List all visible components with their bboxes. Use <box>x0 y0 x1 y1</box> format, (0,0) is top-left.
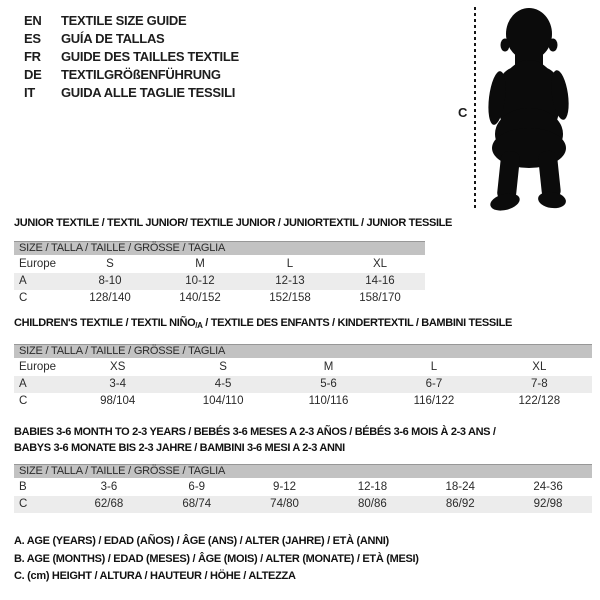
height-cell: 116/122 <box>413 395 455 407</box>
language-row-fr <box>24 48 239 66</box>
age-cell: 18-24 <box>445 481 475 493</box>
size-header-bar: SIZE / TALLA / TAILLE / GRÖSSE / TAGLIA <box>14 241 425 255</box>
heading-text: CHILDREN'S TEXTILE / TEXTIL NIÑO <box>14 317 196 329</box>
height-cell: 62/68 <box>94 498 124 510</box>
language-list <box>24 12 239 102</box>
language-code: IT <box>24 85 35 100</box>
size-cell: L <box>286 258 294 270</box>
height-cell: 74/80 <box>270 498 299 510</box>
language-row-en <box>24 12 239 30</box>
age-cell: 24-36 <box>533 481 563 493</box>
size-cell: XL <box>532 361 547 373</box>
age-cell: 12-18 <box>357 481 388 493</box>
row-label: B <box>19 481 27 493</box>
height-label-c: C <box>458 105 468 120</box>
footnote-c: C. (cm) HEIGHT / ALTURA / HAUTEUR / HÖHE / ALTEZZA <box>14 570 296 582</box>
footnote-a: A. AGE (YEARS) / EDAD (AÑOS) / ÂGE (ANS) / ALTER (JAHRE) / ETÀ (ANNI) <box>14 535 389 547</box>
size-cell: S <box>219 361 227 373</box>
size-cell: L <box>430 361 438 373</box>
table-row-europe <box>14 256 425 273</box>
heading-text: / TEXTILE DES ENFANTS / KINDERTEXTIL / BAMBINI TESSILE <box>202 317 512 329</box>
row-label: A <box>19 275 27 287</box>
age-cell: 4-5 <box>214 378 232 390</box>
table-row-age <box>14 376 592 393</box>
age-cell: 6-7 <box>425 378 443 390</box>
junior-section-heading: JUNIOR TEXTILE / TEXTIL JUNIOR/ TEXTILE JUNIOR / JUNIORTEXTIL / JUNIOR TESSILE <box>14 217 453 229</box>
age-cell: 6-9 <box>188 481 206 493</box>
junior-size-table <box>14 241 425 307</box>
size-cell: XL <box>372 258 388 270</box>
table-row-height <box>14 496 592 513</box>
table-row-height <box>14 290 425 307</box>
height-dashed-line <box>474 7 476 211</box>
table-row-height <box>14 393 592 410</box>
age-cell: 3-4 <box>109 378 127 390</box>
babies-heading-line2: BABYS 3-6 MONATE BIS 2-3 JAHRE / BAMBINI 3-6 MESI A 2-3 ANNI <box>14 442 345 454</box>
language-row-it <box>24 84 239 102</box>
age-cell: 10-12 <box>185 275 215 287</box>
language-row-de <box>24 66 239 84</box>
children-size-table <box>14 344 592 410</box>
age-cell: 7-8 <box>531 378 548 390</box>
height-cell: 92/98 <box>533 498 563 510</box>
language-title: TEXTILE SIZE GUIDE <box>61 13 187 28</box>
language-code: FR <box>24 49 41 64</box>
language-title: TEXTILGRÖßENFÜHRUNG <box>61 67 221 82</box>
height-cell: 128/140 <box>89 292 131 304</box>
size-cell: M <box>195 258 205 270</box>
language-code: ES <box>24 31 41 46</box>
row-label: C <box>19 395 28 407</box>
footnote-b: B. AGE (MONTHS) / EDAD (MESES) / ÂGE (MOIS) / ALTER (MONATE) / ETÀ (MESI) <box>14 552 419 565</box>
language-title: GUIDE DES TAILLES TEXTILE <box>61 49 239 64</box>
heading-subscript: /A <box>195 321 203 330</box>
height-cell: 86/92 <box>445 498 475 510</box>
language-row-es <box>24 30 239 48</box>
height-cell: 122/128 <box>518 395 561 407</box>
size-cell: S <box>106 258 114 270</box>
age-cell: 3-6 <box>100 481 118 493</box>
babies-size-table <box>14 464 592 513</box>
table-row-age-months <box>14 479 592 496</box>
height-cell: 68/74 <box>182 498 212 510</box>
age-cell: 12-13 <box>275 275 305 287</box>
row-label: A <box>19 378 27 390</box>
height-cell: 98/104 <box>100 395 136 407</box>
language-code: EN <box>24 13 42 28</box>
baby-silhouette-icon <box>479 6 575 212</box>
babies-heading-line1: BABIES 3-6 MONTH TO 2-3 YEARS / BEBÉS 3-6 MESES A 2-3 AÑOS / BÉBÉS 3-6 MOIS À 2-3 ANS / <box>14 426 496 438</box>
row-label: Europe <box>19 258 57 270</box>
children-section-heading <box>14 317 512 330</box>
babies-section-heading <box>14 424 496 456</box>
language-title: GUÍA DE TALLAS <box>61 31 165 46</box>
language-code: DE <box>24 67 42 82</box>
height-cell: 158/170 <box>359 292 401 304</box>
footnotes <box>14 533 419 586</box>
height-cell: 104/110 <box>202 395 244 407</box>
age-cell: 5-6 <box>320 378 337 390</box>
age-cell: 9-12 <box>273 481 297 493</box>
row-label: C <box>19 292 28 304</box>
height-cell: 152/158 <box>269 292 311 304</box>
row-label: C <box>19 498 28 510</box>
size-cell: M <box>323 361 334 373</box>
height-cell: 80/86 <box>358 498 387 510</box>
size-cell: XS <box>110 361 126 373</box>
row-label: Europe <box>19 361 57 373</box>
size-header-bar: SIZE / TALLA / TAILLE / GRÖSSE / TAGLIA <box>14 344 592 358</box>
age-cell: 14-16 <box>365 275 395 287</box>
age-cell: 8-10 <box>98 275 122 287</box>
table-row-age <box>14 273 425 290</box>
table-row-europe <box>14 359 592 376</box>
height-cell: 140/152 <box>179 292 221 304</box>
height-cell: 110/116 <box>308 395 349 407</box>
language-title: GUIDA ALLE TAGLIE TESSILI <box>61 85 236 100</box>
size-header-bar: SIZE / TALLA / TAILLE / GRÖSSE / TAGLIA <box>14 464 592 478</box>
